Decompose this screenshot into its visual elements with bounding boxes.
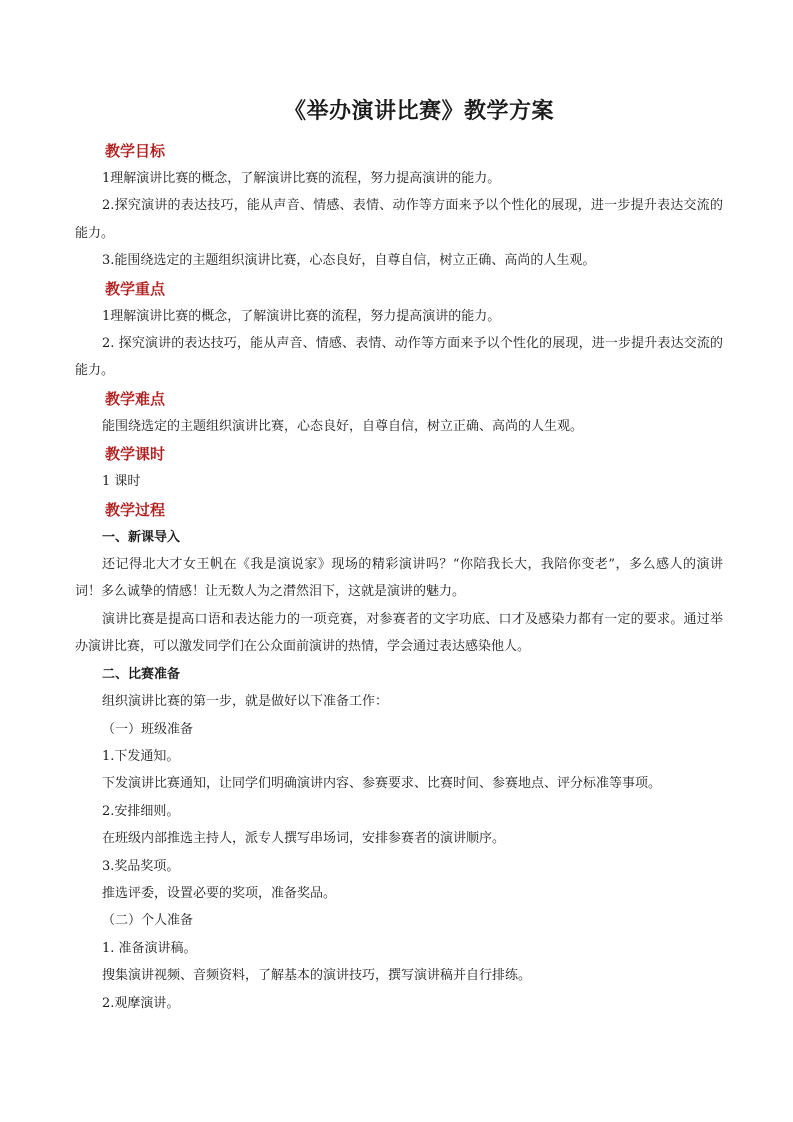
paragraph: 2.安排细则。 [102, 803, 180, 819]
subsection-heading-intro: 一、新课导入 [102, 529, 181, 545]
paragraph: 3.能围绕选定的主题组织演讲比赛，心态良好，自尊自信，树立正确、高尚的人生观。 [102, 253, 596, 269]
paragraph: 2. 探究演讲的表达技巧，能从声音、情感、表情、动作等方面来予以个性化的展现，进一步提升表达交流的能力。 [75, 336, 723, 379]
section-heading-class-hours: 教学课时 [105, 445, 166, 464]
section-heading-objectives: 教学目标 [105, 142, 166, 160]
subsection-heading-preparation: 二、比赛准备 [102, 666, 181, 682]
paragraph: 1理解演讲比赛的概念，了解演讲比赛的流程，努力提高演讲的能力。 [102, 171, 501, 186]
paragraph: 还记得北大才女王帆在《我是演说家》现场的精彩演讲吗？“你陪我长大，我陪你变老”，多么感人的演讲词！多么诚挚的情感！让无数人为之潸然泪下，这就是演讲的魅力。 [75, 557, 723, 600]
paragraph: 推选评委，设置必要的奖项，准备奖品。 [102, 885, 337, 901]
paragraph: 组织演讲比赛的第一步，就是做好以下准备工作： [102, 694, 389, 710]
paragraph: 1 课时 [102, 474, 141, 490]
paragraph: 1. 准备演讲稿。 [102, 940, 197, 956]
paragraph: 3.奖品奖项。 [102, 858, 180, 874]
page-title: 《举办演讲比赛》教学方案 [283, 98, 554, 124]
paragraph: 1理解演讲比赛的概念，了解演讲比赛的流程，努力提高演讲的能力。 [102, 308, 501, 324]
paragraph: （一）班级准备 [102, 721, 194, 737]
paragraph: 1.下发通知。 [102, 748, 180, 764]
section-heading-process: 教学过程 [105, 500, 166, 519]
paragraph: 2.探究演讲的表达技巧，能从声音、情感、表情、动作等方面来予以个性化的展现，进一步提升表达交流的能力。 [75, 198, 723, 241]
paragraph: 能围绕选定的主题组织演讲比赛，心态良好，自尊自信，树立正确、高尚的人生观。 [102, 418, 584, 434]
section-heading-difficulties: 教学难点 [105, 389, 166, 408]
section-heading-key-points: 教学重点 [105, 279, 166, 298]
paragraph: 演讲比赛是提高口语和表达能力的一项竞赛，对参赛者的文字功底、口才及感染力都有一定的要求。通过举办演讲比赛，可以激发同学们在公众面前演讲的热情，学会通过表达感染他人。 [75, 611, 723, 655]
paragraph: 2.观摩演讲。 [102, 995, 180, 1011]
paragraph: 搜集演讲视频、音频资料，了解基本的演讲技巧，撰写演讲稿并自行排练。 [102, 968, 532, 984]
paragraph: （二）个人准备 [102, 913, 194, 929]
paragraph: 在班级内部推选主持人，派专人撰写串场词，安排参赛者的演讲顺序。 [102, 831, 506, 847]
paragraph: 下发演讲比赛通知，让同学们明确演讲内容、参赛要求、比赛时间、参赛地点、评分标准等事项。 [102, 776, 662, 792]
